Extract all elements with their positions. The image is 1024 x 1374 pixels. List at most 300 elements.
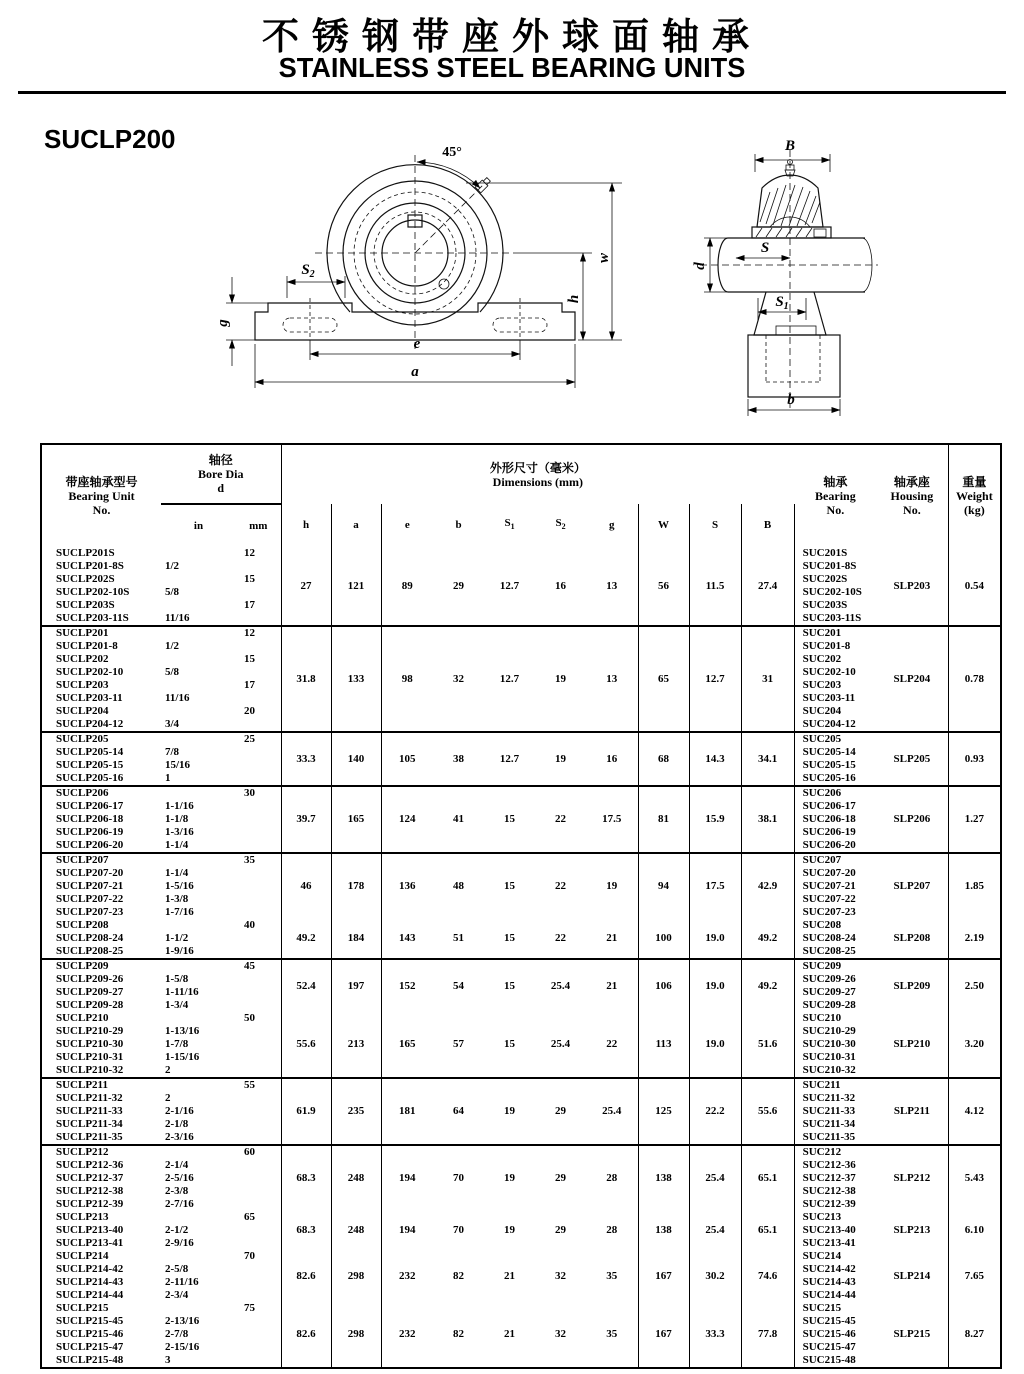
bore-in-cell: 1-3/4 bbox=[165, 999, 189, 1011]
bearing-no-cell: SUC209-27 bbox=[802, 986, 856, 998]
bore-in-cell: 2-7/16 bbox=[165, 1198, 194, 1210]
table-row bbox=[41, 919, 1001, 932]
sub-header-dim-s2: $S_2$ bbox=[555, 517, 566, 532]
dim-cell-s2: 22 bbox=[535, 786, 586, 853]
dim-cell-s: 25.4 bbox=[689, 1211, 741, 1250]
table-row bbox=[41, 853, 1001, 867]
dim-cell-h: 68.3 bbox=[281, 1145, 331, 1211]
dim-cell-a: 197 bbox=[331, 959, 381, 1012]
bore-mm-cell: 40 bbox=[236, 919, 281, 932]
housing-no-cell: SLP206 bbox=[876, 786, 948, 853]
bearing-no-cell: SUC206-19 bbox=[802, 826, 856, 838]
dim-cell-b: 29 bbox=[433, 547, 484, 626]
col-header-bearing-no: 轴承 Bearing No. bbox=[815, 475, 856, 517]
bearing-no-cell: SUC204-12 bbox=[794, 718, 876, 732]
bearing-no-cell: SUC203S bbox=[802, 599, 848, 611]
bearing-no-cell: SUC212-38 bbox=[802, 1185, 856, 1197]
bore-in-cell: 3 bbox=[161, 1354, 236, 1368]
bearing-no-cell: SUC203 bbox=[802, 679, 842, 691]
bearing-no-cell: SUC210-30 bbox=[802, 1038, 856, 1050]
bore-mm-cell: 25 bbox=[236, 732, 281, 746]
dim-cell-b: 70 bbox=[453, 1172, 465, 1184]
unit-no-cell: SUCLP211-34 bbox=[56, 1118, 123, 1130]
bore-in-cell: 1-1/4 bbox=[165, 867, 189, 879]
title-divider bbox=[18, 91, 1006, 94]
bore-mm-cell: 12 bbox=[236, 547, 281, 560]
unit-no-cell: SUCLP208 bbox=[56, 919, 109, 931]
dim-cell-s2: 25.4 bbox=[535, 1012, 586, 1078]
bearing-no-cell: SUC202-10S bbox=[802, 586, 862, 598]
bearing-no-cell: SUC212-37 bbox=[802, 1172, 856, 1184]
bore-in-cell: 1-1/8 bbox=[165, 813, 189, 825]
bearing-no-cell: SUC214 bbox=[802, 1250, 842, 1262]
dim-cell-s1: 21 bbox=[484, 1302, 535, 1368]
bore-in-cell: 1/2 bbox=[165, 560, 180, 572]
unit-no-cell: SUCLP214-43 bbox=[56, 1276, 124, 1288]
unit-no-cell: SUCLP208-25 bbox=[41, 945, 161, 959]
bore-in-cell: 15/16 bbox=[165, 759, 191, 771]
bore-in-cell bbox=[161, 653, 236, 666]
bearing-no-cell: SUC201 bbox=[802, 627, 842, 639]
dim-cell-s: 22.2 bbox=[689, 1078, 741, 1145]
dim-cell-h: 49.2 bbox=[281, 919, 331, 959]
bearing-no-cell: SUC208-24 bbox=[802, 932, 856, 944]
dim-cell-s: 15.9 bbox=[689, 786, 741, 853]
bore-mm-cell bbox=[236, 1038, 281, 1051]
bore-mm-cell bbox=[236, 1172, 281, 1185]
bore-mm-cell bbox=[236, 986, 281, 999]
dim-cell-b: 82 bbox=[453, 1269, 465, 1282]
dim-cell-b: 51 bbox=[433, 919, 484, 959]
dim-label-s: S bbox=[760, 240, 770, 256]
bore-mm-cell bbox=[236, 973, 281, 986]
bore-mm-cell bbox=[236, 826, 281, 839]
bore-mm-cell bbox=[236, 1025, 281, 1038]
unit-no-cell: SUCLP202-10 bbox=[56, 666, 124, 678]
dim-cell-h: 82.6 bbox=[281, 1302, 331, 1368]
housing-no-cell: SLP203 bbox=[876, 547, 948, 626]
dim-cell-g: 35 bbox=[586, 1250, 638, 1302]
housing-no-cell: SLP208 bbox=[876, 919, 948, 959]
dim-cell-w: 65 bbox=[638, 626, 689, 732]
bearing-no-cell: SUC203-11 bbox=[802, 692, 856, 704]
bearing-no-cell: SUC212 bbox=[802, 1146, 842, 1158]
bore-in-cell: 2-5/8 bbox=[165, 1263, 189, 1275]
table-row bbox=[41, 626, 1001, 640]
unit-no-cell: SUCLP212-38 bbox=[56, 1185, 124, 1197]
bore-in-cell: 11/16 bbox=[161, 612, 236, 626]
sub-header-dim-h: h bbox=[281, 504, 331, 547]
bore-in-cell bbox=[161, 919, 236, 932]
bearing-no-cell: SUC201S bbox=[802, 547, 848, 559]
bore-mm-cell bbox=[236, 1159, 281, 1172]
dim-cell-e: 194 bbox=[399, 1224, 416, 1236]
bore-in-cell: 2-1/8 bbox=[165, 1118, 189, 1130]
bore-in-cell: 7/8 bbox=[165, 746, 180, 758]
bearing-no-cell: SUC207-20 bbox=[802, 867, 856, 879]
bore-mm-cell: 30 bbox=[236, 786, 281, 800]
bore-in-cell: 2-13/16 bbox=[165, 1315, 200, 1327]
bore-mm-cell bbox=[236, 560, 281, 573]
bore-in-cell bbox=[161, 786, 236, 800]
unit-no-cell: SUCLP204-12 bbox=[41, 718, 161, 732]
dim-cell-g: 21 bbox=[586, 959, 638, 1012]
bore-in-cell bbox=[161, 1302, 236, 1315]
dim-cell-e: 181 bbox=[381, 1078, 433, 1145]
bearing-no-cell: SUC209 bbox=[802, 960, 842, 972]
unit-no-cell: SUCLP210-32 bbox=[41, 1064, 161, 1078]
bore-in-cell: 2-15/16 bbox=[165, 1341, 200, 1353]
dim-cell-s1: 12.7 bbox=[484, 626, 535, 732]
bore-mm-cell: 20 bbox=[236, 705, 281, 718]
bore-mm-cell: 15 bbox=[236, 573, 281, 586]
dim-cell-a: 298 bbox=[331, 1302, 381, 1368]
bore-in-cell: 1-15/16 bbox=[165, 1051, 200, 1063]
dim-cell-b-cap: 74.6 bbox=[741, 1250, 794, 1302]
dim-cell-s1: 15 bbox=[484, 919, 535, 959]
col-header-housing-no: 轴承座 Housing No. bbox=[876, 444, 948, 547]
dim-cell-a: 178 bbox=[331, 853, 381, 919]
page-title-chinese: 不锈钢带座外球面轴承 bbox=[262, 16, 762, 57]
bore-mm-cell bbox=[236, 1185, 281, 1198]
unit-no-cell: SUCLP201 bbox=[56, 627, 109, 639]
dim-cell-e: 105 bbox=[381, 732, 433, 786]
weight-cell: 5.43 bbox=[964, 1172, 984, 1184]
dim-cell-s2: 32 bbox=[535, 1302, 586, 1368]
unit-no-cell: SUCLP203 bbox=[56, 679, 109, 691]
dim-cell-s: 19.0 bbox=[689, 959, 741, 1012]
unit-no-cell: SUCLP211 bbox=[56, 1079, 108, 1091]
unit-no-cell: SUCLP202 bbox=[56, 653, 109, 665]
dim-cell-g: 22 bbox=[586, 1012, 638, 1078]
bore-in-cell bbox=[161, 1211, 236, 1224]
unit-no-cell: SUCLP214-42 bbox=[56, 1263, 124, 1275]
col-header-bearing-unit: 带座轴承型号 Bearing Unit No. bbox=[65, 475, 138, 517]
dim-cell-w: 100 bbox=[638, 919, 689, 959]
dim-cell-h: 82.6 bbox=[281, 1250, 331, 1302]
bore-in-cell: 1-9/16 bbox=[161, 945, 236, 959]
unit-no-cell: SUCLP205-15 bbox=[56, 759, 124, 771]
bore-in-cell bbox=[161, 1012, 236, 1025]
dim-cell-h: 55.6 bbox=[281, 1012, 331, 1078]
dim-cell-g: 13 bbox=[586, 547, 638, 626]
dim-cell-b-cap: 49.2 bbox=[741, 959, 794, 1012]
bearing-no-cell: SUC213-41 bbox=[802, 1237, 856, 1249]
bore-in-cell bbox=[161, 732, 236, 746]
bearing-no-cell: SUC207-22 bbox=[802, 893, 856, 905]
dim-cell-s1: 21 bbox=[504, 1269, 516, 1282]
bore-mm-cell bbox=[236, 867, 281, 880]
dim-cell-b-cap: 31 bbox=[741, 626, 794, 732]
dim-cell-a: 140 bbox=[331, 732, 381, 786]
bore-mm-cell: 45 bbox=[236, 959, 281, 973]
bore-in-cell: 1-11/16 bbox=[165, 986, 199, 998]
bearing-no-cell: SUC207 bbox=[802, 854, 842, 866]
bore-mm-cell bbox=[236, 1051, 281, 1064]
dim-cell-b-cap: 49.2 bbox=[741, 919, 794, 959]
bore-mm-cell: 75 bbox=[236, 1302, 281, 1315]
bearing-no-cell: SUC206-20 bbox=[794, 839, 876, 853]
unit-no-cell: SUCLP212-37 bbox=[56, 1172, 124, 1184]
bore-mm-cell bbox=[236, 1118, 281, 1131]
dim-label-g: g bbox=[215, 319, 231, 327]
sub-header-dim-w: W bbox=[638, 504, 689, 547]
unit-no-cell: SUCLP207-20 bbox=[56, 867, 124, 879]
dim-cell-b: 70 bbox=[453, 1224, 465, 1236]
housing-no-cell: SLP212 bbox=[876, 1145, 948, 1211]
dim-cell-b: 38 bbox=[433, 732, 484, 786]
dim-cell-s1: 12.7 bbox=[484, 732, 535, 786]
bore-mm-cell bbox=[236, 772, 281, 786]
bore-in-cell: 2-9/16 bbox=[165, 1237, 194, 1249]
bore-mm-cell bbox=[236, 1263, 281, 1276]
bore-mm-cell bbox=[236, 746, 281, 759]
dim-cell-s: 25.4 bbox=[689, 1145, 741, 1211]
bearing-no-cell: SUC210 bbox=[802, 1012, 842, 1024]
sub-header-mm: mm bbox=[236, 504, 281, 547]
bore-in-cell: 2-1/16 bbox=[165, 1105, 194, 1117]
bore-in-cell: 2-5/16 bbox=[165, 1172, 194, 1184]
dim-cell-e: 143 bbox=[381, 919, 433, 959]
dim-cell-s: 19.0 bbox=[689, 919, 741, 959]
col-header-weight: 重量 Weight (kg) bbox=[956, 475, 993, 517]
dim-cell-s: 11.5 bbox=[689, 547, 741, 626]
bearing-no-cell: SUC210-29 bbox=[802, 1025, 856, 1037]
dim-cell-h: 33.3 bbox=[281, 732, 331, 786]
bearing-no-cell: SUC211-33 bbox=[802, 1105, 856, 1117]
dim-cell-w: 81 bbox=[638, 786, 689, 853]
bearing-no-cell: SUC202 bbox=[802, 653, 842, 665]
unit-no-cell: SUCLP206-17 bbox=[56, 800, 124, 812]
unit-no-cell: SUCLP212-39 bbox=[56, 1198, 124, 1210]
bore-in-cell: 1-5/16 bbox=[165, 880, 194, 892]
bore-mm-cell bbox=[236, 692, 281, 705]
front-view-drawing bbox=[215, 145, 622, 388]
bore-in-cell: 5/8 bbox=[165, 666, 180, 678]
dim-cell-g: 16 bbox=[586, 732, 638, 786]
dim-cell-w: 125 bbox=[638, 1078, 689, 1145]
table-row bbox=[41, 1302, 1001, 1315]
dim-cell-a: 248 bbox=[331, 1145, 381, 1211]
bore-in-cell: 1-7/16 bbox=[165, 906, 194, 918]
dim-cell-g: 13 bbox=[586, 626, 638, 732]
unit-no-cell: SUCLP209 bbox=[56, 960, 109, 972]
bearing-no-cell: SUC215-48 bbox=[794, 1354, 876, 1368]
bore-mm-cell: 50 bbox=[236, 1012, 281, 1025]
sub-header-dim-b: B bbox=[741, 504, 794, 547]
table-row bbox=[41, 732, 1001, 746]
bore-in-cell bbox=[161, 705, 236, 718]
dim-cell-s2: 29 bbox=[555, 1172, 567, 1184]
housing-no-cell: SLP213 bbox=[876, 1211, 948, 1250]
bore-in-cell: 2-7/8 bbox=[165, 1328, 189, 1340]
dim-cell-s: 17.5 bbox=[689, 853, 741, 919]
bearing-no-cell: SUC202S bbox=[802, 573, 848, 585]
dim-cell-h: 27 bbox=[281, 547, 331, 626]
bore-in-cell: 1 bbox=[161, 772, 236, 786]
dim-label-a: a bbox=[411, 364, 419, 380]
unit-no-cell: SUCLP202-10S bbox=[56, 586, 130, 598]
weight-cell: 0.93 bbox=[948, 732, 1001, 786]
bore-mm-cell: 15 bbox=[236, 653, 281, 666]
dim-cell-b-cap: 77.8 bbox=[741, 1302, 794, 1368]
dim-cell-h: 46 bbox=[281, 853, 331, 919]
bore-in-cell bbox=[161, 959, 236, 973]
bore-in-cell: 1-1/2 bbox=[165, 932, 189, 944]
unit-no-cell: SUCLP215-48 bbox=[41, 1354, 161, 1368]
unit-no-cell: SUCLP206-19 bbox=[56, 826, 124, 838]
bore-mm-cell bbox=[236, 1237, 281, 1250]
unit-no-cell: SUCLP205-16 bbox=[41, 772, 161, 786]
dim-cell-e: 124 bbox=[381, 786, 433, 853]
col-header-bore-dia: 轴径 Bore Dia d bbox=[161, 444, 281, 504]
unit-no-cell: SUCLP213-40 bbox=[56, 1224, 124, 1236]
dim-cell-s1: 15 bbox=[484, 786, 535, 853]
bore-in-cell: 1-13/16 bbox=[165, 1025, 200, 1037]
dim-cell-w: 138 bbox=[638, 1211, 689, 1250]
bore-mm-cell: 17 bbox=[236, 599, 281, 612]
housing-no-cell: SLP204 bbox=[876, 626, 948, 732]
bearing-no-cell: SUC213-40 bbox=[802, 1224, 856, 1236]
bearing-no-cell: SUC212-39 bbox=[802, 1198, 856, 1210]
unit-no-cell: SUCLP213 bbox=[56, 1211, 109, 1223]
dim-cell-h: 39.7 bbox=[281, 786, 331, 853]
dim-cell-w: 68 bbox=[638, 732, 689, 786]
bore-in-cell: 2-3/16 bbox=[161, 1131, 236, 1145]
dim-cell-s: 33.3 bbox=[689, 1302, 741, 1368]
bore-mm-cell bbox=[236, 666, 281, 679]
bearing-no-cell: SUC205-15 bbox=[802, 759, 856, 771]
bearing-no-cell: SUC208 bbox=[802, 919, 842, 931]
bearing-no-cell: SUC215 bbox=[802, 1302, 842, 1314]
table-row bbox=[41, 1078, 1001, 1092]
bore-in-cell: 2 bbox=[161, 1064, 236, 1078]
weight-cell: 7.65 bbox=[964, 1269, 984, 1282]
dim-cell-b-cap: 27.4 bbox=[741, 547, 794, 626]
dim-cell-s2: 29 bbox=[555, 1224, 567, 1236]
bearing-no-cell: SUC210-32 bbox=[794, 1064, 876, 1078]
weight-cell: 2.50 bbox=[964, 979, 984, 992]
dim-cell-s2: 32 bbox=[555, 1269, 567, 1282]
unit-no-cell: SUCLP209-28 bbox=[56, 999, 124, 1011]
housing-no-cell: SLP209 bbox=[876, 959, 948, 1012]
unit-no-cell: SUCLP204 bbox=[56, 705, 109, 717]
housing-no-cell: SLP205 bbox=[876, 732, 948, 786]
bearing-no-cell: SUC211 bbox=[802, 1079, 841, 1091]
bore-in-cell: 1-3/8 bbox=[165, 893, 189, 905]
unit-no-cell: SUCLP203-11S bbox=[41, 612, 161, 626]
dim-cell-s: 12.7 bbox=[689, 626, 741, 732]
bearing-no-cell: SUC214-44 bbox=[802, 1289, 856, 1301]
bore-mm-cell bbox=[236, 718, 281, 732]
table-row bbox=[41, 1250, 1001, 1263]
weight-cell: 0.54 bbox=[948, 547, 1001, 626]
bearing-no-cell: SUC205-16 bbox=[794, 772, 876, 786]
unit-no-cell: SUCLP210-29 bbox=[56, 1025, 124, 1037]
bearing-no-cell: SUC209-28 bbox=[802, 999, 856, 1011]
unit-no-cell: SUCLP207 bbox=[56, 854, 109, 866]
bore-in-cell bbox=[161, 1145, 236, 1159]
series-code: SUCLP200 bbox=[44, 124, 176, 154]
bore-mm-cell: 60 bbox=[236, 1145, 281, 1159]
bore-in-cell: 2 bbox=[165, 1092, 171, 1104]
bore-in-cell: 3/4 bbox=[161, 718, 236, 732]
sub-header-dim-e: e bbox=[404, 519, 410, 531]
dim-cell-s2: 16 bbox=[535, 547, 586, 626]
bearing-no-cell: SUC202-10 bbox=[802, 666, 856, 678]
unit-no-cell: SUCLP209-26 bbox=[56, 973, 124, 985]
bore-in-cell bbox=[161, 573, 236, 586]
weight-cell: 1.85 bbox=[964, 880, 984, 892]
dim-cell-b: 57 bbox=[433, 1012, 484, 1078]
bearing-no-cell: SUC207-21 bbox=[802, 880, 856, 892]
unit-no-cell: SUCLP203S bbox=[56, 599, 115, 611]
dim-cell-w: 113 bbox=[638, 1012, 689, 1078]
dim-cell-g: 35 bbox=[586, 1302, 638, 1368]
dim-cell-s: 30.2 bbox=[689, 1250, 741, 1302]
bore-in-cell bbox=[161, 679, 236, 692]
dim-cell-b: 54 bbox=[453, 979, 465, 992]
dim-cell-a: 298 bbox=[331, 1250, 381, 1302]
unit-no-cell: SUCLP211-33 bbox=[56, 1105, 123, 1117]
side-view-drawing bbox=[692, 138, 878, 416]
dim-label-s2: $S_2$ bbox=[301, 262, 315, 280]
bearing-no-cell: SUC211-34 bbox=[802, 1118, 856, 1130]
dim-cell-w: 167 bbox=[638, 1250, 689, 1302]
bore-mm-cell: 35 bbox=[236, 853, 281, 867]
dim-cell-s2: 22 bbox=[555, 880, 567, 892]
dim-cell-s1: 15 bbox=[504, 979, 516, 992]
unit-no-cell: SUCLP206-20 bbox=[41, 839, 161, 853]
bore-mm-cell bbox=[236, 1092, 281, 1105]
unit-no-cell: SUCLP209-27 bbox=[56, 986, 124, 998]
bore-mm-cell: 55 bbox=[236, 1078, 281, 1092]
dim-cell-b-cap: 65.1 bbox=[741, 1211, 794, 1250]
dim-cell-s1: 15 bbox=[504, 880, 516, 892]
dim-label-45deg: 45° bbox=[442, 145, 462, 160]
bore-in-cell bbox=[161, 599, 236, 612]
sub-header-dim-a: a bbox=[331, 504, 381, 547]
unit-no-cell: SUCLP211-35 bbox=[41, 1131, 161, 1145]
unit-no-cell: SUCLP215-46 bbox=[56, 1328, 124, 1340]
dim-cell-e: 152 bbox=[399, 979, 416, 992]
bore-mm-cell bbox=[236, 1354, 281, 1368]
bore-mm-cell bbox=[236, 945, 281, 959]
bore-in-cell bbox=[161, 626, 236, 640]
bore-mm-cell bbox=[236, 999, 281, 1012]
unit-no-cell: SUCLP215 bbox=[56, 1302, 109, 1314]
unit-no-cell: SUCLP208-24 bbox=[56, 932, 124, 944]
dim-cell-w: 167 bbox=[638, 1302, 689, 1368]
table-body bbox=[41, 547, 1001, 1368]
dim-cell-b: 82 bbox=[433, 1302, 484, 1368]
bearing-no-cell: SUC211-32 bbox=[802, 1092, 856, 1104]
dim-cell-s: 14.3 bbox=[689, 732, 741, 786]
dim-cell-b-cap: 55.6 bbox=[741, 1078, 794, 1145]
bearing-no-cell: SUC206-17 bbox=[802, 800, 856, 812]
unit-no-cell: SUCLP202S bbox=[56, 573, 115, 585]
weight-cell: 1.27 bbox=[948, 786, 1001, 853]
dim-label-B: B bbox=[784, 138, 796, 154]
bearing-no-cell: SUC204 bbox=[802, 705, 842, 717]
dim-cell-g: 28 bbox=[586, 1211, 638, 1250]
bore-in-cell: 1/2 bbox=[165, 640, 180, 652]
dim-cell-s2: 25.4 bbox=[550, 979, 571, 992]
bore-in-cell: 2-1/4 bbox=[165, 1159, 189, 1171]
dim-cell-h: 31.8 bbox=[281, 626, 331, 732]
bore-in-cell: 2-3/4 bbox=[165, 1289, 189, 1301]
bore-in-cell: 1-1/16 bbox=[165, 800, 194, 812]
